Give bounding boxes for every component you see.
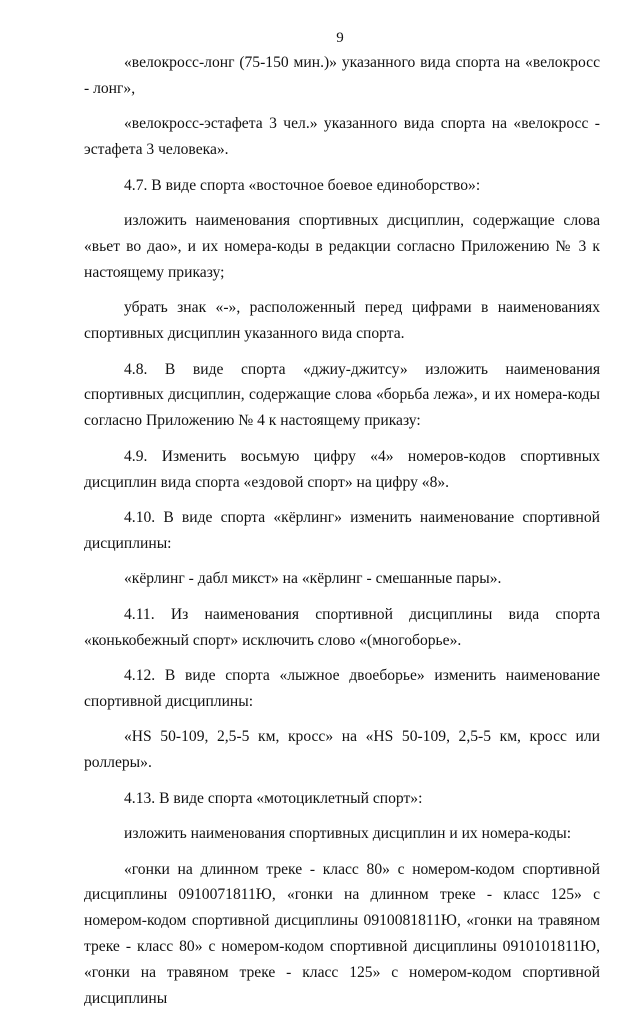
paragraph-4-10-change: «кёрлинг - дабл микст» на «кёрлинг - смешанные пары». <box>124 570 502 588</box>
document-body <box>84 50 600 1012</box>
paragraph-4-10-heading: 4.10. В виде спорта «кёрлинг» изменить наименование спортивной дисциплины: <box>84 509 600 552</box>
paragraph-velocross-long: «велокросс-лонг (75-150 мин.)» указанного вида спорта на «велокросс - лонг», <box>84 54 600 97</box>
paragraph-4-7-rename: изложить наименования спортивных дисциплин, содержащие слова «вьет во дао», и их номера-коды в редакции согласно Приложению № 3 к настоящему приказу; <box>84 212 600 281</box>
paragraph-4-7-heading: 4.7. В виде спорта «восточное боевое единоборство»: <box>124 176 481 194</box>
paragraph-4-11: 4.11. Из наименования спортивной дисциплины вида спорта «конькобежный спорт» исключить слово «(многоборье». <box>84 605 600 649</box>
paragraph-velocross-relay: «велокросс-эстафета 3 чел.» указанного вида спорта на «велокросс - эстафета 3 человека». <box>84 115 600 159</box>
page-number: 9 <box>336 30 344 46</box>
paragraph-4-8: 4.8. В виде спорта «джиу-джитсу» изложить наименования спортивных дисциплин, содержащие слова «борьба лежа», и их номера-коды согласно Приложению № 4 к настоящему приказу: <box>84 360 600 430</box>
paragraph-4-12-change: «HS 50-109, 2,5-5 км, кросс» на «HS 50-109, 2,5-5 км, кросс или роллеры». <box>84 728 600 772</box>
paragraph-4-9: 4.9. Изменить восьмую цифру «4» номеров-кодов спортивных дисциплин вида спорта «ездовой спорт» на цифру «8». <box>84 447 600 491</box>
paragraph-4-13-heading: 4.13. В виде спорта «мотоциклетный спорт»: <box>124 789 423 807</box>
paragraph-4-13-disciplines: «гонки на длинном треке - класс 80» с номером-кодом спортивной дисциплины 0910071811Ю, «гонки на длинном треке - класс 125» с номером-кодом спортивной дисциплины 0910081811Ю, «гонки на травяном треке - класс 80» с номером-кодом спортивной дисциплины 0910101811Ю, «гонки на травяном треке - класс 125» с номером-кодом спортивной дисциплины <box>84 860 600 1008</box>
paragraph-4-12-heading: 4.12. В виде спорта «лыжное двоеборье» изменить наименование спортивной дисциплины: <box>84 667 600 711</box>
paragraph-4-13-intro: изложить наименования спортивных дисциплин и их номера-коды: <box>124 825 572 843</box>
paragraph-4-7-remove-sign: убрать знак «-», расположенный перед цифрами в наименованиях спортивных дисциплин указанного вида спорта. <box>84 299 600 343</box>
